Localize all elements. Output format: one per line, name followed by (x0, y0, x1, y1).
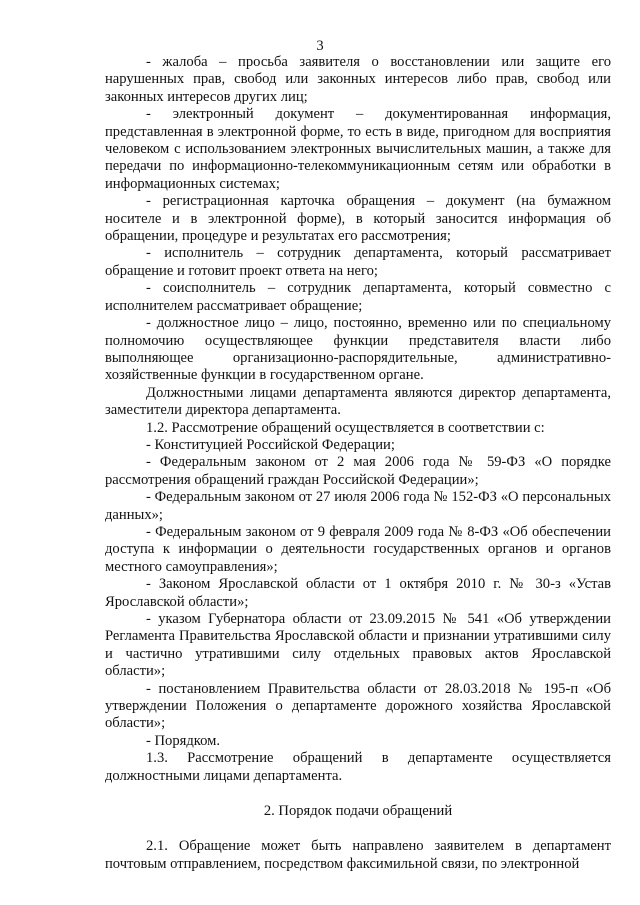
definition-registration-card: - регистрационная карточка обращения – документ (на бумажном носителе и в электронной форме), в который заносится информация об обращении, процедуре и результатах его рассмотрения; (105, 193, 611, 245)
legal-basis-constitution: - Конституцией Российской Федерации; (146, 436, 395, 453)
legal-basis-procedure: - Порядком. (146, 732, 221, 749)
legal-basis-regional-law: - Законом Ярославской области от 1 октября 2010 г. № 30-з «Устав Ярославской области»; (105, 576, 611, 610)
legal-basis-law-59: - Федеральным законом от 2 мая 2006 года № 59-ФЗ «О порядке рассмотрения обращений граждан Российской Федерации»; (105, 454, 611, 488)
definition-official: - должностное лицо – лицо, постоянно, временно или по специальному полномочию осуществляющее функции представителя власти либо выполняющее организационно-распорядительные, административно-хозяйственные функции в государственном органе. (105, 315, 611, 384)
clause-2-1: 2.1. Обращение может быть направлено заявителем в департамент почтовым отправлением, посредством факсимильной связи, по электронной (105, 838, 611, 872)
definition-electronic-document: - электронный документ – документированная информация, представленная в электронной форме, то есть в виде, пригодном для восприятия человеком с использованием электронных вычислительных машин, а также для передачи по информационно-телекоммуникационным сетям или обработки в информационных системах; (105, 106, 611, 192)
clause-1-2: 1.2. Рассмотрение обращений осуществляется в соответствии с: (146, 419, 545, 436)
legal-basis-law-8: - Федеральным законом от 9 февраля 2009 года № 8-ФЗ «Об обеспечении доступа к информации о деятельности государственных органов и органов местного самоуправления»; (105, 523, 611, 575)
definition-co-executor: - соисполнитель – сотрудник департамента, который совместно с исполнителем рассматривает обращение; (105, 280, 611, 314)
page-number: 3 (316, 38, 324, 54)
section-heading: 2. Порядок подачи обращений (263, 803, 453, 820)
officials-paragraph: Должностными лицами департамента являются директор департамента, заместители директора департамента. (105, 384, 611, 419)
legal-basis-governor-decree: - указом Губернатора области от 23.09.2015 № 541 «Об утверждении Регламента Правительства Ярославской области и признании утратившими силу и частично утратившими силу отдельных правовых актов Ярославской области»; (105, 611, 611, 680)
legal-basis-law-152: - Федеральным законом от 27 июля 2006 года № 152-ФЗ «О персональных данных»; (105, 489, 611, 523)
legal-basis-government-resolution: - постановлением Правительства области от 28.03.2018 № 195-п «Об утверждении Положения о департаменте дорожного хозяйства Ярославской области»; (105, 680, 611, 732)
definition-executor: - исполнитель – сотрудник департамента, который рассматривает обращение и готовит проект ответа на него; (105, 245, 611, 279)
document-body (105, 54, 611, 873)
definition-complaint: - жалоба – просьба заявителя о восстановлении или защите его нарушенных прав, свобод или законных интересов либо прав, свобод или законных интересов других лиц; (105, 54, 611, 105)
clause-1-3: 1.3. Рассмотрение обращений в департаменте осуществляется должностными лицами департамента. (105, 750, 611, 784)
spacer (105, 820, 611, 838)
spacer (105, 785, 611, 803)
